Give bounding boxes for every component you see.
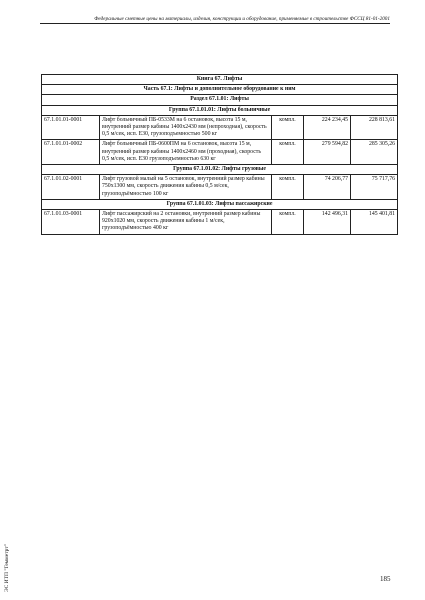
item-unit: компл. bbox=[272, 115, 304, 140]
item-unit: компл. bbox=[272, 140, 304, 165]
table-row bbox=[42, 140, 398, 165]
book-title: Книга 67. Лифты bbox=[42, 75, 398, 85]
item-price-2: 145 401,81 bbox=[351, 210, 398, 235]
group-header-row bbox=[42, 199, 398, 209]
item-price-1: 279 594,82 bbox=[304, 140, 351, 165]
item-price-1: 74 206,77 bbox=[304, 175, 351, 200]
item-price-2: 228 813,61 bbox=[351, 115, 398, 140]
price-table bbox=[41, 74, 398, 235]
sidebar-watermark-text: ЭС ИТП "Гемметрт" bbox=[4, 544, 10, 592]
table-row bbox=[42, 175, 398, 200]
page-number: 185 bbox=[380, 575, 391, 583]
item-price-2: 285 305,26 bbox=[351, 140, 398, 165]
group-header-row bbox=[42, 165, 398, 175]
part-title-row bbox=[42, 85, 398, 95]
item-code: 67.1.01.02-0001 bbox=[42, 175, 100, 200]
part-title: Часть 67.1: Лифты и дополнительное оборудование к ним bbox=[42, 85, 398, 95]
item-price-1: 224 234,45 bbox=[304, 115, 351, 140]
item-unit: компл. bbox=[272, 210, 304, 235]
book-title-row bbox=[42, 75, 398, 85]
item-code: 67.1.01.01-0001 bbox=[42, 115, 100, 140]
group-title: Группа 67.1.01.02: Лифты грузовые bbox=[42, 165, 398, 175]
item-price-2: 75 717,76 bbox=[351, 175, 398, 200]
table-row bbox=[42, 210, 398, 235]
group-header-row bbox=[42, 105, 398, 115]
item-unit: компл. bbox=[272, 175, 304, 200]
group-title: Группа 67.1.01.03: Лифты пассажирские bbox=[42, 199, 398, 209]
item-description: Лифт пассажирский на 2 остановки, внутренний размер кабины 920х1020 мм, скорость движения кабины 1 м/сек, грузоподъёмностью 400 кг bbox=[100, 210, 272, 235]
table-row bbox=[42, 115, 398, 140]
section-title-row bbox=[42, 95, 398, 105]
item-description: Лифт грузовой малый на 5 остановок, внутренний размер кабины 750х1300 мм, скорость движения кабины 0,5 м/сек, грузоподъёмностью 100 кг bbox=[100, 175, 272, 200]
group-title: Группа 67.1.01.01: Лифты больничные bbox=[42, 105, 398, 115]
item-price-1: 142 496,31 bbox=[304, 210, 351, 235]
running-header: Федеральные сметные цены на материалы, изделия, конструкции и оборудование, применяемые в строительстве ФССЦ 81-01-2001 bbox=[40, 16, 390, 24]
section-title: Раздел 67.1.01: Лифты bbox=[42, 95, 398, 105]
item-description: Лифт больничный ПБ-0600ПМ на 6 остановок, высота 15 м, внутренний размер кабины 1400х2460 мм (проходная), скорость 0,5 м/сек, исп. Е30 грузоподъемностью 630 кг bbox=[100, 140, 272, 165]
item-code: 67.1.01.03-0001 bbox=[42, 210, 100, 235]
item-code: 67.1.01.01-0002 bbox=[42, 140, 100, 165]
item-description: Лифт больничный ПБ-0533М на 6 остановок, высота 15 м, внутренний размер кабины 1400х2430 мм (непроходная), скорость 0,5 м/сек, исп. Е30, грузоподъемностью 500 кг bbox=[100, 115, 272, 140]
